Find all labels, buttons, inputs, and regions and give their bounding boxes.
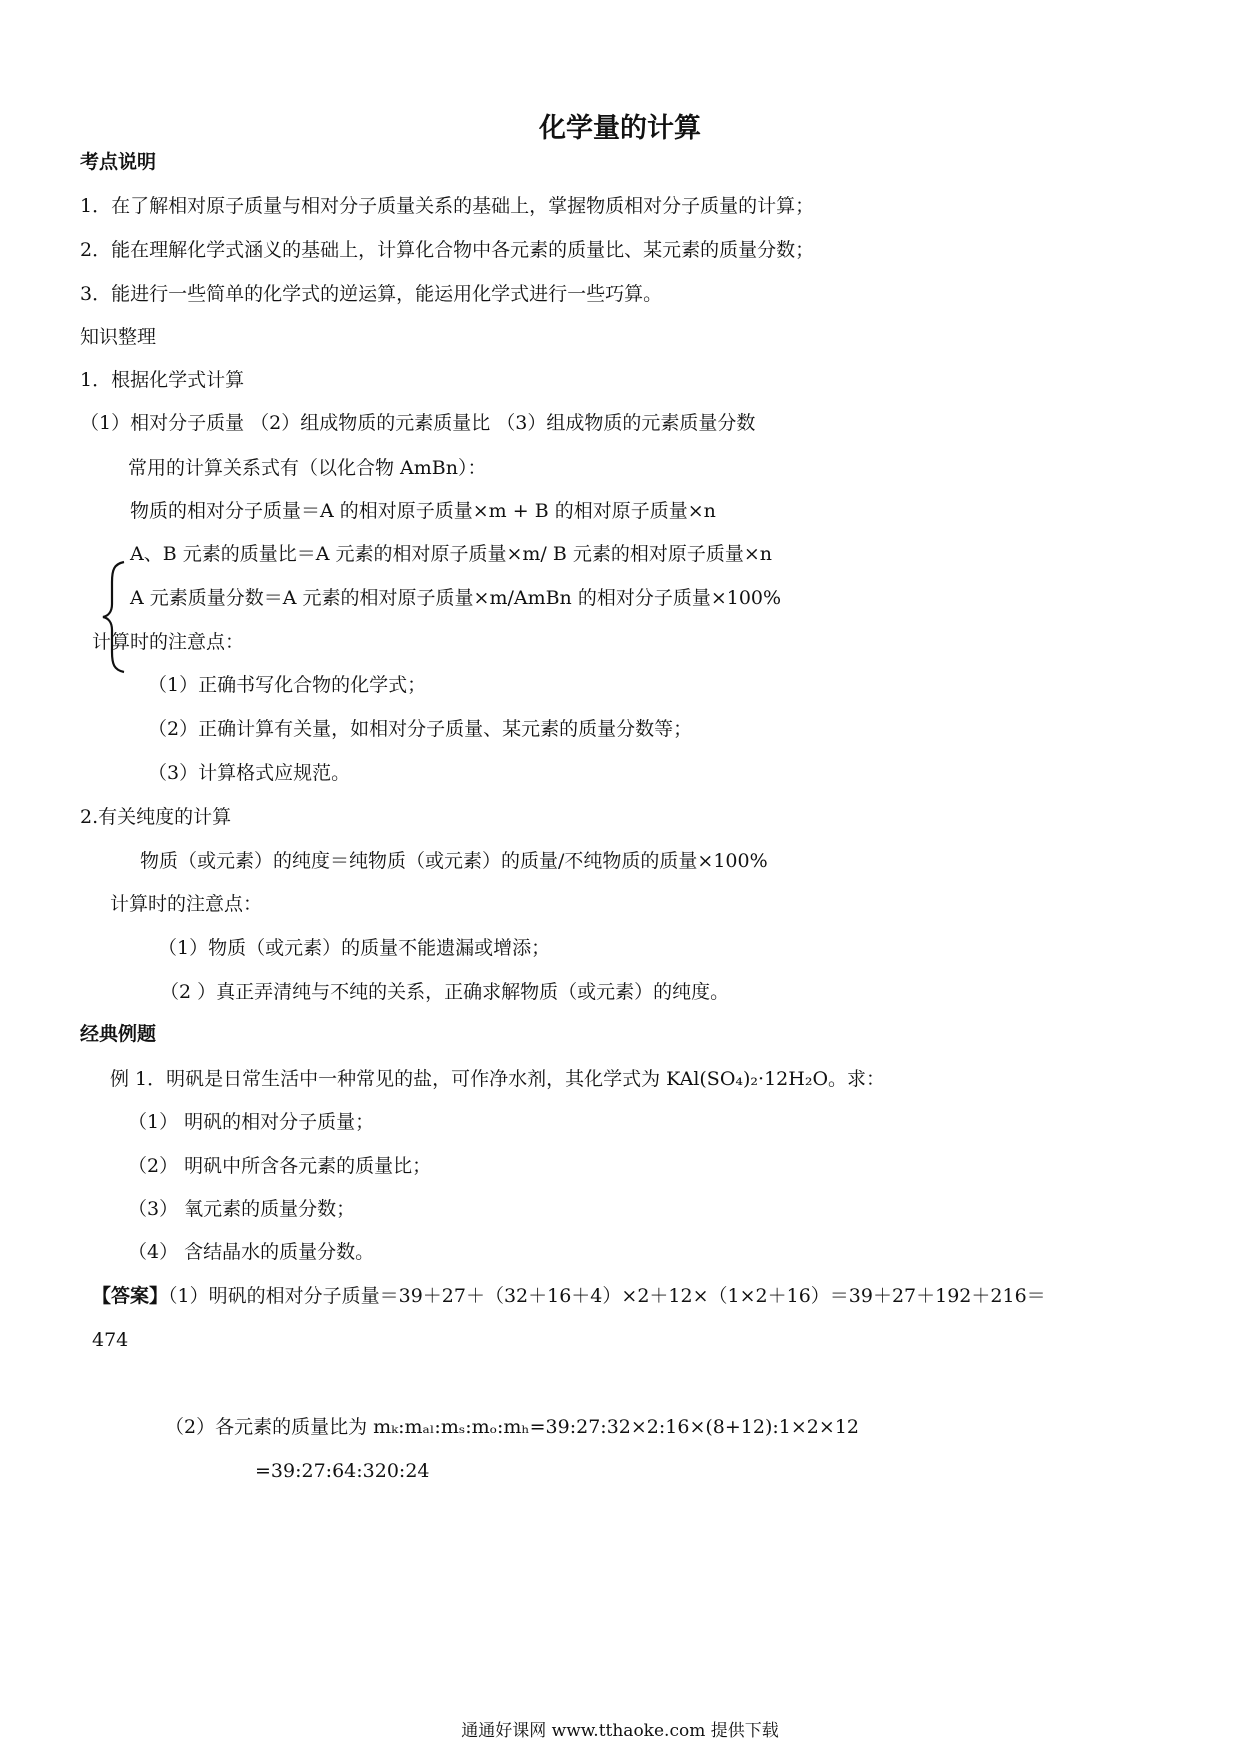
example-1-intro: 例 1．明矾是日常生活中一种常见的盐，可作净水剂，其化学式为 KAl(SO₄)₂·12H₂O。求： xyxy=(110,1068,886,1090)
relation-mass-fraction: A 元素质量分数＝A 元素的相对原子质量×m/AmBn 的相对分子质量×100% xyxy=(130,587,782,609)
answer-2-line-2: =39:27:64:320:24 xyxy=(255,1460,430,1482)
kaodian-item-3: 3．能进行一些简单的化学式的逆运算，能运用化学式进行一些巧算。 xyxy=(80,283,663,305)
example-1-question-2: （2） 明矾中所含各元素的质量比； xyxy=(128,1155,432,1177)
answer-2-line-1: （2）各元素的质量比为 mₖ:mₐₗ:mₛ:mₒ:mₕ=39:27:32×2:16×(8+12):1×2×12 xyxy=(165,1416,859,1438)
page-title: 化学量的计算 xyxy=(539,113,701,144)
kaodian-item-2: 2．能在理解化学式涵义的基础上，计算化合物中各元素的质量比、某元素的质量分数； xyxy=(80,239,815,261)
answer-1-line-1 xyxy=(92,1284,1046,1308)
note-2-2: （2 ）真正弄清纯与不纯的关系，正确求解物质（或元素）的纯度。 xyxy=(160,981,730,1003)
relation-molecular-mass: 物质的相对分子质量＝A 的相对原子质量×m + B 的相对原子质量×n xyxy=(130,500,716,522)
section-heading-examples: 经典例题 xyxy=(80,1023,157,1045)
note-1-2: （2）正确计算有关量，如相对分子质量、某元素的质量分数等； xyxy=(148,718,693,740)
example-1-question-4: （4） 含结晶水的质量分数。 xyxy=(128,1241,375,1263)
relation-mass-ratio: A、B 元素的质量比＝A 元素的相对原子质量×m/ B 元素的相对原子质量×n xyxy=(130,543,773,565)
note-2-1: （1）物质（或元素）的质量不能遗漏或增添； xyxy=(158,937,551,959)
formula-calc-types: （1）相对分子质量 （2）组成物质的元素质量比 （3）组成物质的元素质量分数 xyxy=(80,412,756,434)
subheading-purity: 2.有关纯度的计算 xyxy=(80,806,232,828)
section-heading-zhishi: 知识整理 xyxy=(80,326,157,348)
example-1-question-3: （3） 氧元素的质量分数； xyxy=(128,1198,356,1220)
answer-1-text: （1）明矾的相对分子质量＝39＋27＋（32＋16＋4）×2＋12×（1×2＋16）＝39＋27＋192＋216＝ xyxy=(168,1285,1046,1307)
kaodian-item-1: 1．在了解相对原子质量与相对分子质量关系的基础上，掌握物质相对分子质量的计算； xyxy=(80,195,815,217)
notes-heading-2: 计算时的注意点： xyxy=(110,893,263,915)
subheading-formula-calc: 1．根据化学式计算 xyxy=(80,369,245,391)
relations-intro: 常用的计算关系式有（以化合物 AmBn）： xyxy=(128,457,487,479)
curly-brace-icon xyxy=(100,558,128,676)
note-1-1: （1）正确书写化合物的化学式； xyxy=(148,674,427,696)
note-1-3: （3）计算格式应规范。 xyxy=(148,762,351,784)
purity-formula: 物质（或元素）的纯度＝纯物质（或元素）的质量/不纯物质的质量×100% xyxy=(140,850,768,872)
section-heading-kaodian: 考点说明 xyxy=(80,151,157,173)
answer-1-line-2: 474 xyxy=(92,1329,129,1351)
notes-heading-1: 计算时的注意点： xyxy=(92,631,245,653)
page-footer: 通通好课网 www.tthaoke.com 提供下载 xyxy=(461,1721,779,1741)
example-1-question-1: （1） 明矾的相对分子质量； xyxy=(128,1111,375,1133)
answer-tag: 【答案】 xyxy=(92,1285,169,1307)
